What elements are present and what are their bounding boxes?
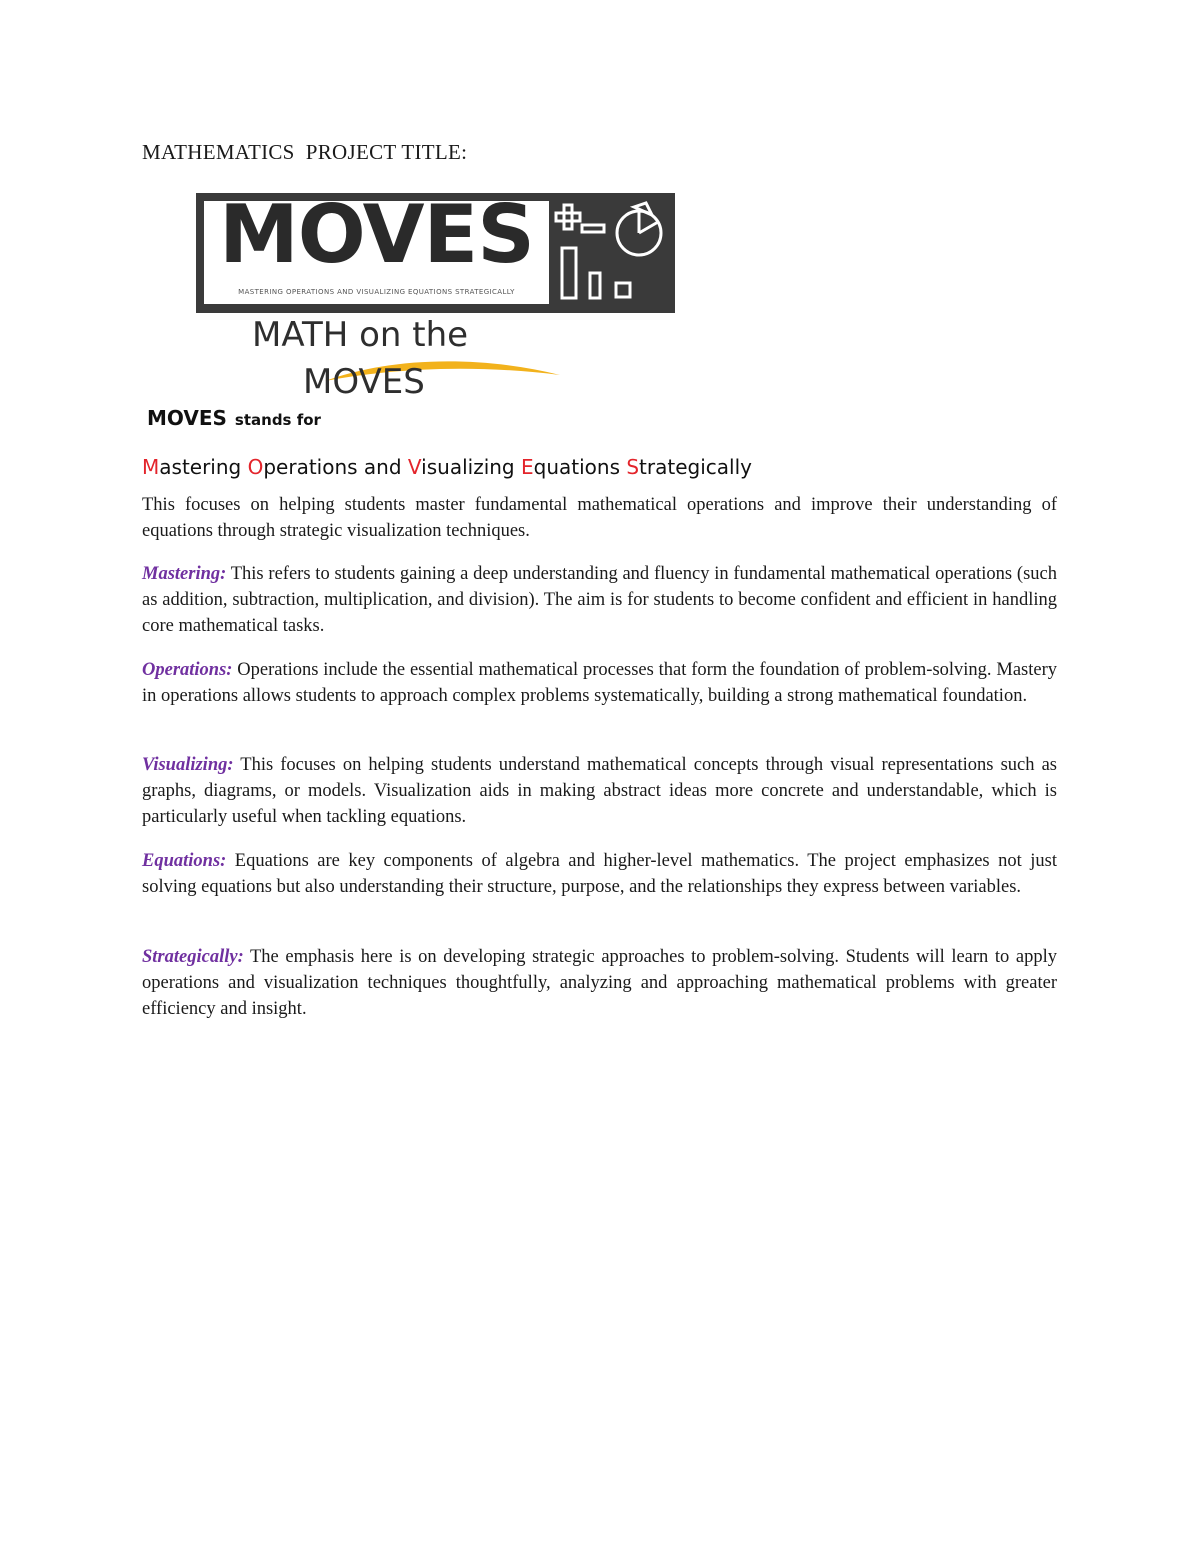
acronym-rest: isualizing: [421, 455, 521, 479]
logo-icons: [554, 193, 675, 313]
moves-logo: [196, 188, 675, 313]
stands-for-label: stands for: [234, 411, 321, 429]
plus-icon: [556, 205, 580, 229]
acronym-initial: V: [407, 455, 422, 479]
page-title: MATHEMATICS PROJECT TITLE:: [142, 140, 468, 164]
stands-for-line: [147, 406, 321, 430]
section-term: Equations:: [142, 851, 227, 871]
acronym-rest: astering: [159, 455, 248, 479]
intro-paragraph: This focuses on helping students master fundamental mathematical operations and improve their understanding of equations through strategic visualization techniques.: [142, 495, 1057, 541]
acronym-initial: M: [142, 455, 160, 479]
acronym-initial: S: [626, 455, 640, 479]
acronym-expansion: [142, 455, 752, 479]
section-operations: [142, 657, 1057, 709]
logo-panel: [204, 188, 549, 304]
section-equations: [142, 848, 1057, 900]
acronym-initial: O: [247, 455, 264, 479]
section-term: Visualizing:: [142, 755, 234, 775]
section-text: Operations include the essential mathematical processes that form the foundation of problem-solving. Mastery in operations allows students to approach complex problems systematically, building a strong mathematical foundation.: [142, 660, 1057, 706]
section-term: Strategically:: [142, 947, 244, 967]
math-moves-text: MOVES: [303, 362, 425, 402]
acronym-rest: trategically: [639, 455, 752, 479]
section-term: Mastering:: [142, 564, 227, 584]
section-mastering: [142, 561, 1057, 639]
stands-for-word: MOVES: [147, 406, 227, 430]
acronym-rest: perations and: [263, 455, 408, 479]
section-visualizing: [142, 752, 1057, 830]
bar-chart-icon: [562, 248, 630, 298]
logo-word: MOVES: [219, 188, 534, 281]
section-strategically: [142, 944, 1057, 1022]
section-text: The emphasis here is on developing strategic approaches to problem-solving. Students will learn to apply operations and visualization techniques thoughtfully, analyzing and approaching mathematical problems with greater efficiency and insight.: [142, 947, 1057, 1019]
acronym-initial: E: [520, 455, 534, 479]
section-text: This refers to students gaining a deep understanding and fluency in fundamental mathematical operations (such as addition, subtraction, multiplication, and division). The aim is for students to become confident and efficient in handling core mathematical tasks.: [142, 564, 1057, 636]
math-on-the-text: MATH on the: [252, 315, 469, 355]
section-text: This focuses on helping students understand mathematical concepts through visual representations such as graphs, diagrams, or models. Visualization aids in making abstract ideas more concrete and understandable, which is particularly useful when tackling equations.: [142, 755, 1057, 827]
minus-icon: [582, 225, 604, 232]
section-term: Operations:: [142, 660, 233, 680]
section-text: Equations are key components of algebra and higher-level mathematics. The project emphasizes not just solving equations but also understanding their structure, purpose, and the relationships they express between variables.: [142, 851, 1057, 897]
pie-chart-icon: [617, 203, 661, 255]
logo-tagline: MASTERING OPERATIONS AND VISUALIZING EQUATIONS STRATEGICALLY: [238, 288, 515, 296]
acronym-rest: quations: [533, 455, 627, 479]
